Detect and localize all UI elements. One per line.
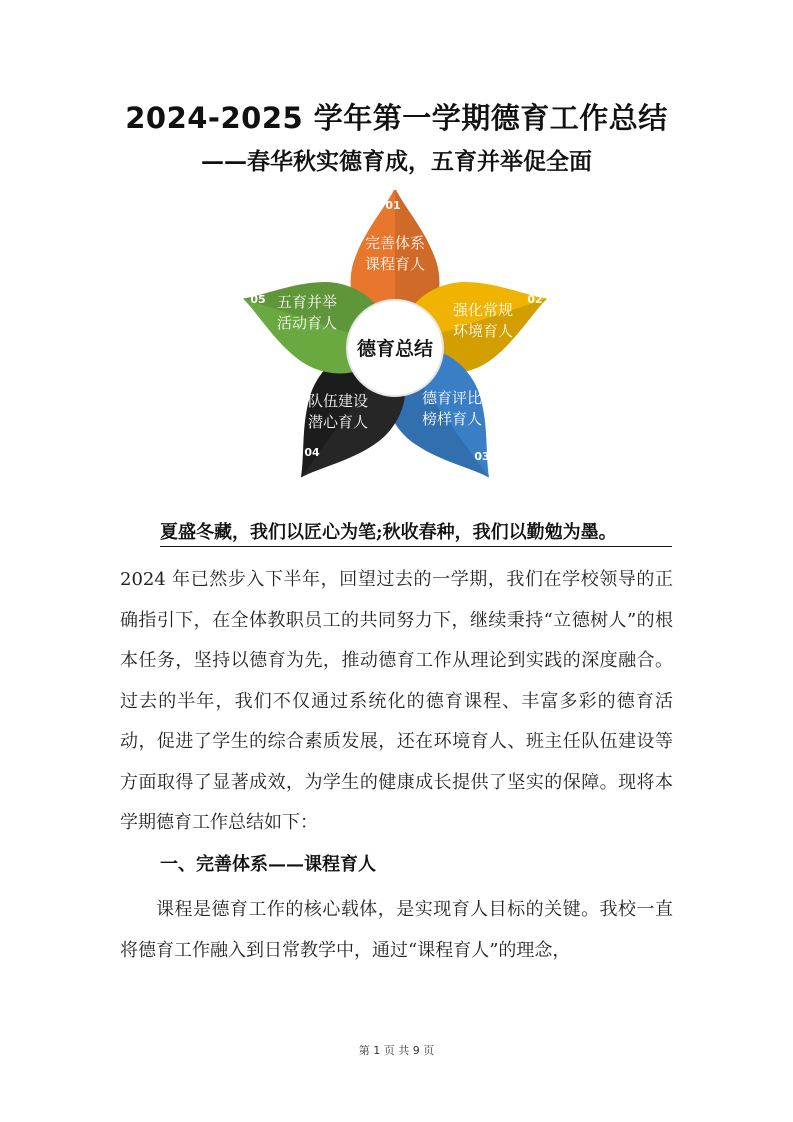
petal-03-number: 03 (474, 450, 490, 463)
petal-02-line2: 环境育人 (452, 322, 514, 340)
page-footer: 第 1 页 共 9 页 (358, 1044, 435, 1057)
moral-education-flower-diagram (220, 190, 570, 495)
petal-05-line2: 活动育人 (276, 314, 338, 332)
petal-03-line1: 德育评比 (421, 389, 483, 407)
center-label: 德育总结 (356, 338, 434, 360)
document-subtitle: ——春华秋实德育成，五育并举促全面 (201, 148, 592, 175)
section-heading-1: 一、完善体系——课程育人 (160, 854, 376, 875)
intro-paragraph: 2024 年已然步入下半年，回望过去的一学期，我们在学校领导的正确指引下，在全体教职员工的共同努力下，继续秉持“立德树人”的根本任务，坚持以德育为先，推动德育工作从理论到实践的深度融合。过去的半年，我们不仅通过系统化的德育课程、丰富多彩的德育活动，促进了学生的综合素质发展，还在环境育人、班主任队伍建设等方面取得了显著成效，为学生的健康成长提供了坚实的保障。现将本学期德育工作总结如下： (120, 569, 673, 833)
petal-05-number: 05 (250, 293, 266, 306)
petal-01-number: 01 (385, 199, 401, 212)
petal-05-line1: 五育并举 (276, 293, 338, 311)
lead-sentence: 夏盛冬藏，我们以匠心为笔;秋收春种，我们以勤勉为墨。 (160, 518, 672, 547)
petal-04-line1: 队伍建设 (307, 392, 369, 410)
petal-02-line1: 强化常规 (452, 301, 514, 319)
document-title: 2024-2025 学年第一学期德育工作总结 (125, 101, 668, 135)
petal-01-line1: 完善体系 (364, 234, 426, 252)
section-1-paragraph: 课程是德育工作的核心载体，是实现育人目标的关键。我校一直将德育工作融入到日常教学中，通过“课程育人”的理念， (120, 899, 673, 961)
petal-04-line2: 潜心育人 (307, 413, 369, 431)
petal-01-line2: 课程育人 (364, 255, 426, 273)
petal-04-number: 04 (304, 446, 320, 459)
petal-03-line2: 榜样育人 (421, 410, 483, 428)
flower-diagram-svg (220, 190, 570, 495)
petal-02-number: 02 (527, 293, 543, 306)
